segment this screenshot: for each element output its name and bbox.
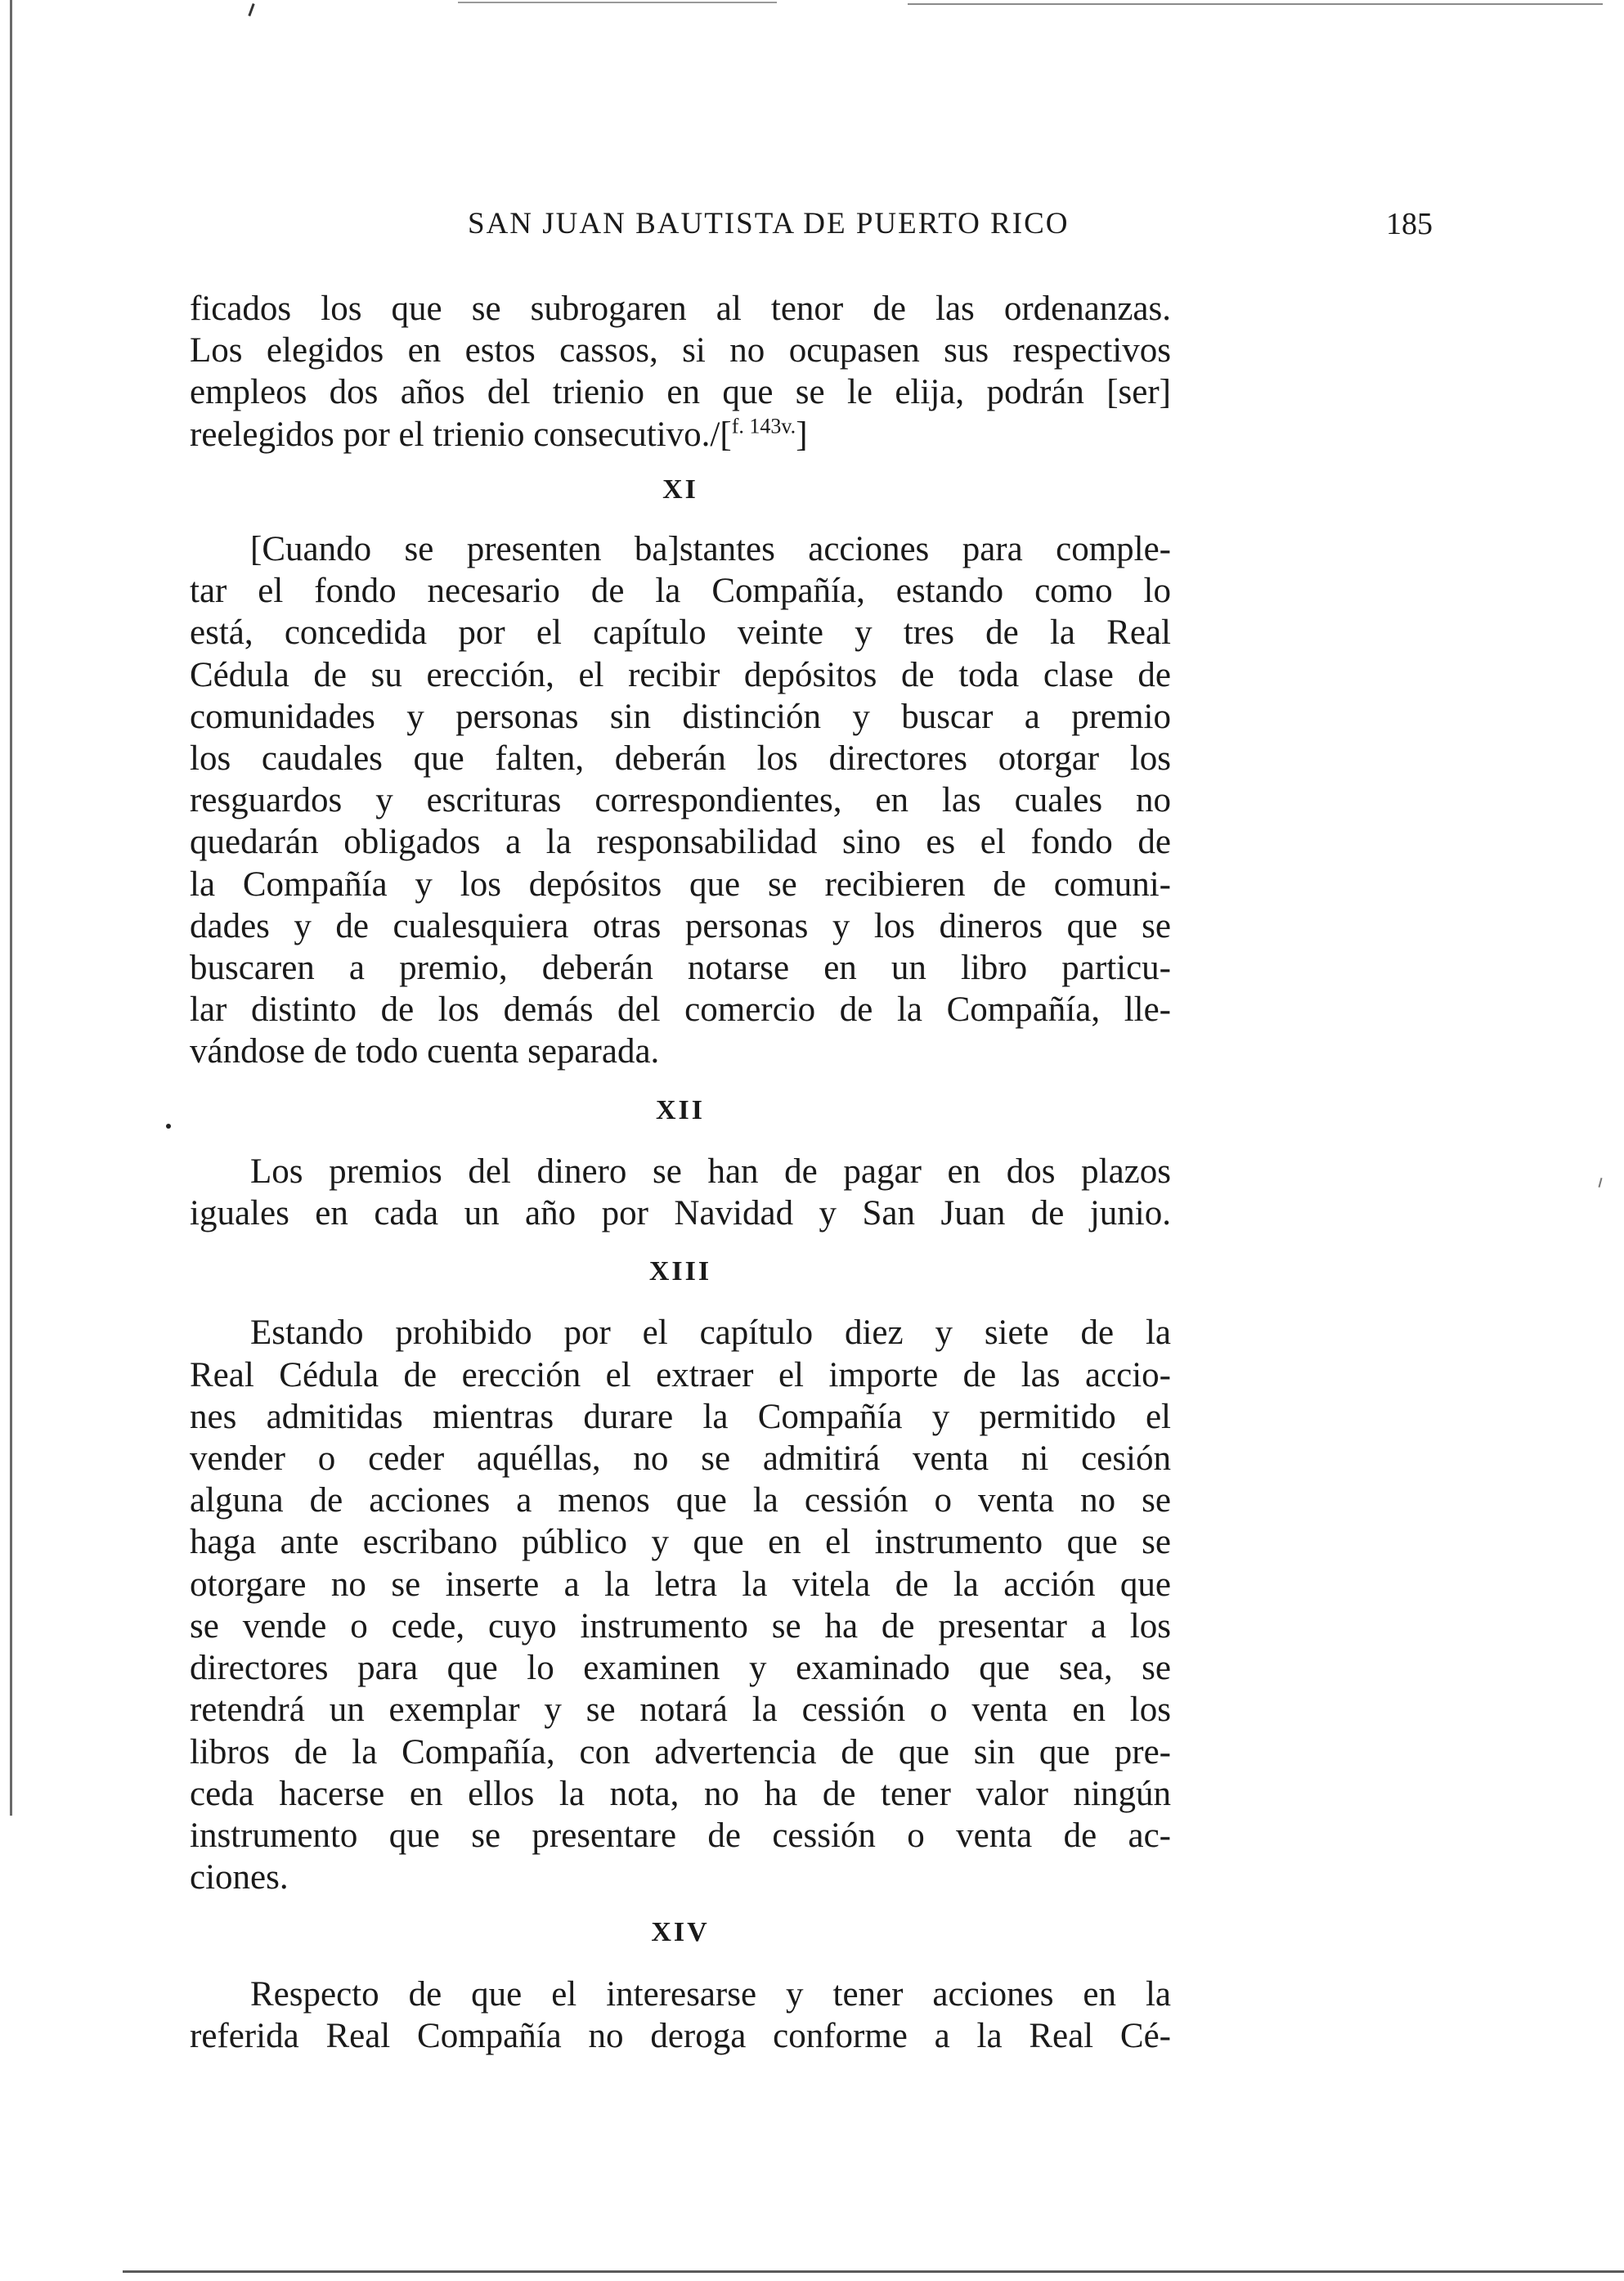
page-number: 185 [1386,207,1433,241]
scan-edge-bottom [123,2270,1624,2273]
text-line: retendrá un exemplar y se notará la cessión o venta en los [190,1691,1171,1730]
text-line: iguales en cada un año por Navidad y San Juan de junio. [190,1194,1171,1233]
text-line: [Cuando se presenten ba]stantes acciones para comple- [250,530,1171,569]
text-line: Real Cédula de erección el extraer el importe de las accio- [190,1355,1171,1394]
text-line: ceda hacerse en ellos la nota, no ha de tener valor ningún [190,1774,1171,1813]
text-line: lar distinto de los demás del comercio de la Compañía, lle- [190,990,1171,1030]
text-line: buscaren a premio, deberán notarse en un libro particu- [190,949,1171,988]
folio-marker: f. 143v. [731,414,796,438]
text-line: Estando prohibido por el capítulo diez y siete de la [250,1313,1171,1353]
text-line: directores para que lo examinen y examinado que sea, se [190,1649,1171,1688]
text-line: la Compañía y los depósitos que se recibieren de comuni- [190,864,1171,904]
text-line: tar el fondo necesario de la Compañía, estando como lo [190,572,1171,611]
text-line: se vende o cede, cuyo instrumento se ha de presentar a los [190,1606,1171,1646]
text-line: Respecto de que el interesarse y tener acciones en la [250,1974,1171,2014]
text-line: Cédula de su erección, el recibir depósitos de toda clase de [190,655,1171,694]
text-line: está, concedida por el capítulo veinte y tres de la Real [190,613,1171,653]
scan-mark-top [248,3,254,16]
text-line: comunidades y personas sin distinción y buscar a premio [190,697,1171,736]
text-line: Los elegidos en estos cassos, si no ocupasen sus respectivos [190,331,1171,370]
text-line: resguardos y escrituras correspondientes, en las cuales no [190,781,1171,820]
text-line: nes admitidas mientras durare la Compañía y permitido el [190,1397,1171,1436]
text-line: instrumento que se presentare de cessión o venta de ac- [190,1816,1171,1855]
scan-speck [166,1124,171,1129]
text-line: referida Real Compañía no deroga conforme a la Real Cé- [190,2016,1171,2055]
running-title: SAN JUAN BAUTISTA DE PUERTO RICO [468,207,1070,240]
section-heading-xi: XI [662,474,698,505]
text-line: vándose de todo cuenta separada. [190,1032,660,1071]
page-header [190,206,1433,255]
text-column [190,288,1171,2057]
text-line: otorgare no se inserte a la letra la vitela de la acción que [190,1565,1171,1604]
text-line: los caudales que falten, deberán los directores otorgar los [190,739,1171,779]
scan-edge-top [908,3,1603,5]
text-line: alguna de acciones a menos que la cessión o venta no se [190,1481,1171,1520]
text-line: empleos dos años del trienio en que se le elija, podrán [ser] [190,373,1171,412]
text-line-with-folio [190,414,1171,456]
section-heading-xii: XII [655,1094,706,1125]
scan-speck-right [1598,1178,1602,1188]
section-heading-xiii: XIII [648,1256,712,1287]
text-line: haga ante escribano público y que en el instrumento que se [190,1523,1171,1562]
text-line: quedarán obligados a la responsabilidad sino es el fondo de [190,823,1171,862]
text-line: reelegidos por el trienio consecutivo./[ [190,415,732,454]
text-line: vender o ceder aquéllas, no se admitirá venta ni cesión [190,1439,1171,1479]
text-line: Los premios del dinero se han de pagar en dos plazos [250,1152,1171,1191]
scan-edge-top-fragment [458,2,777,3]
text-line: dades y de cualesquiera otras personas y los dineros que se [190,906,1171,945]
scan-edge-left [10,0,12,1816]
text-line: ficados los que se subrogaren al tenor de las ordenanzas. [190,290,1171,328]
folio-bracket: ] [796,415,808,454]
section-heading-xiv: XIV [651,1917,710,1948]
text-line: libros de la Compañía, con advertencia de que sin que pre- [190,1732,1171,1771]
text-line: ciones. [190,1858,289,1897]
